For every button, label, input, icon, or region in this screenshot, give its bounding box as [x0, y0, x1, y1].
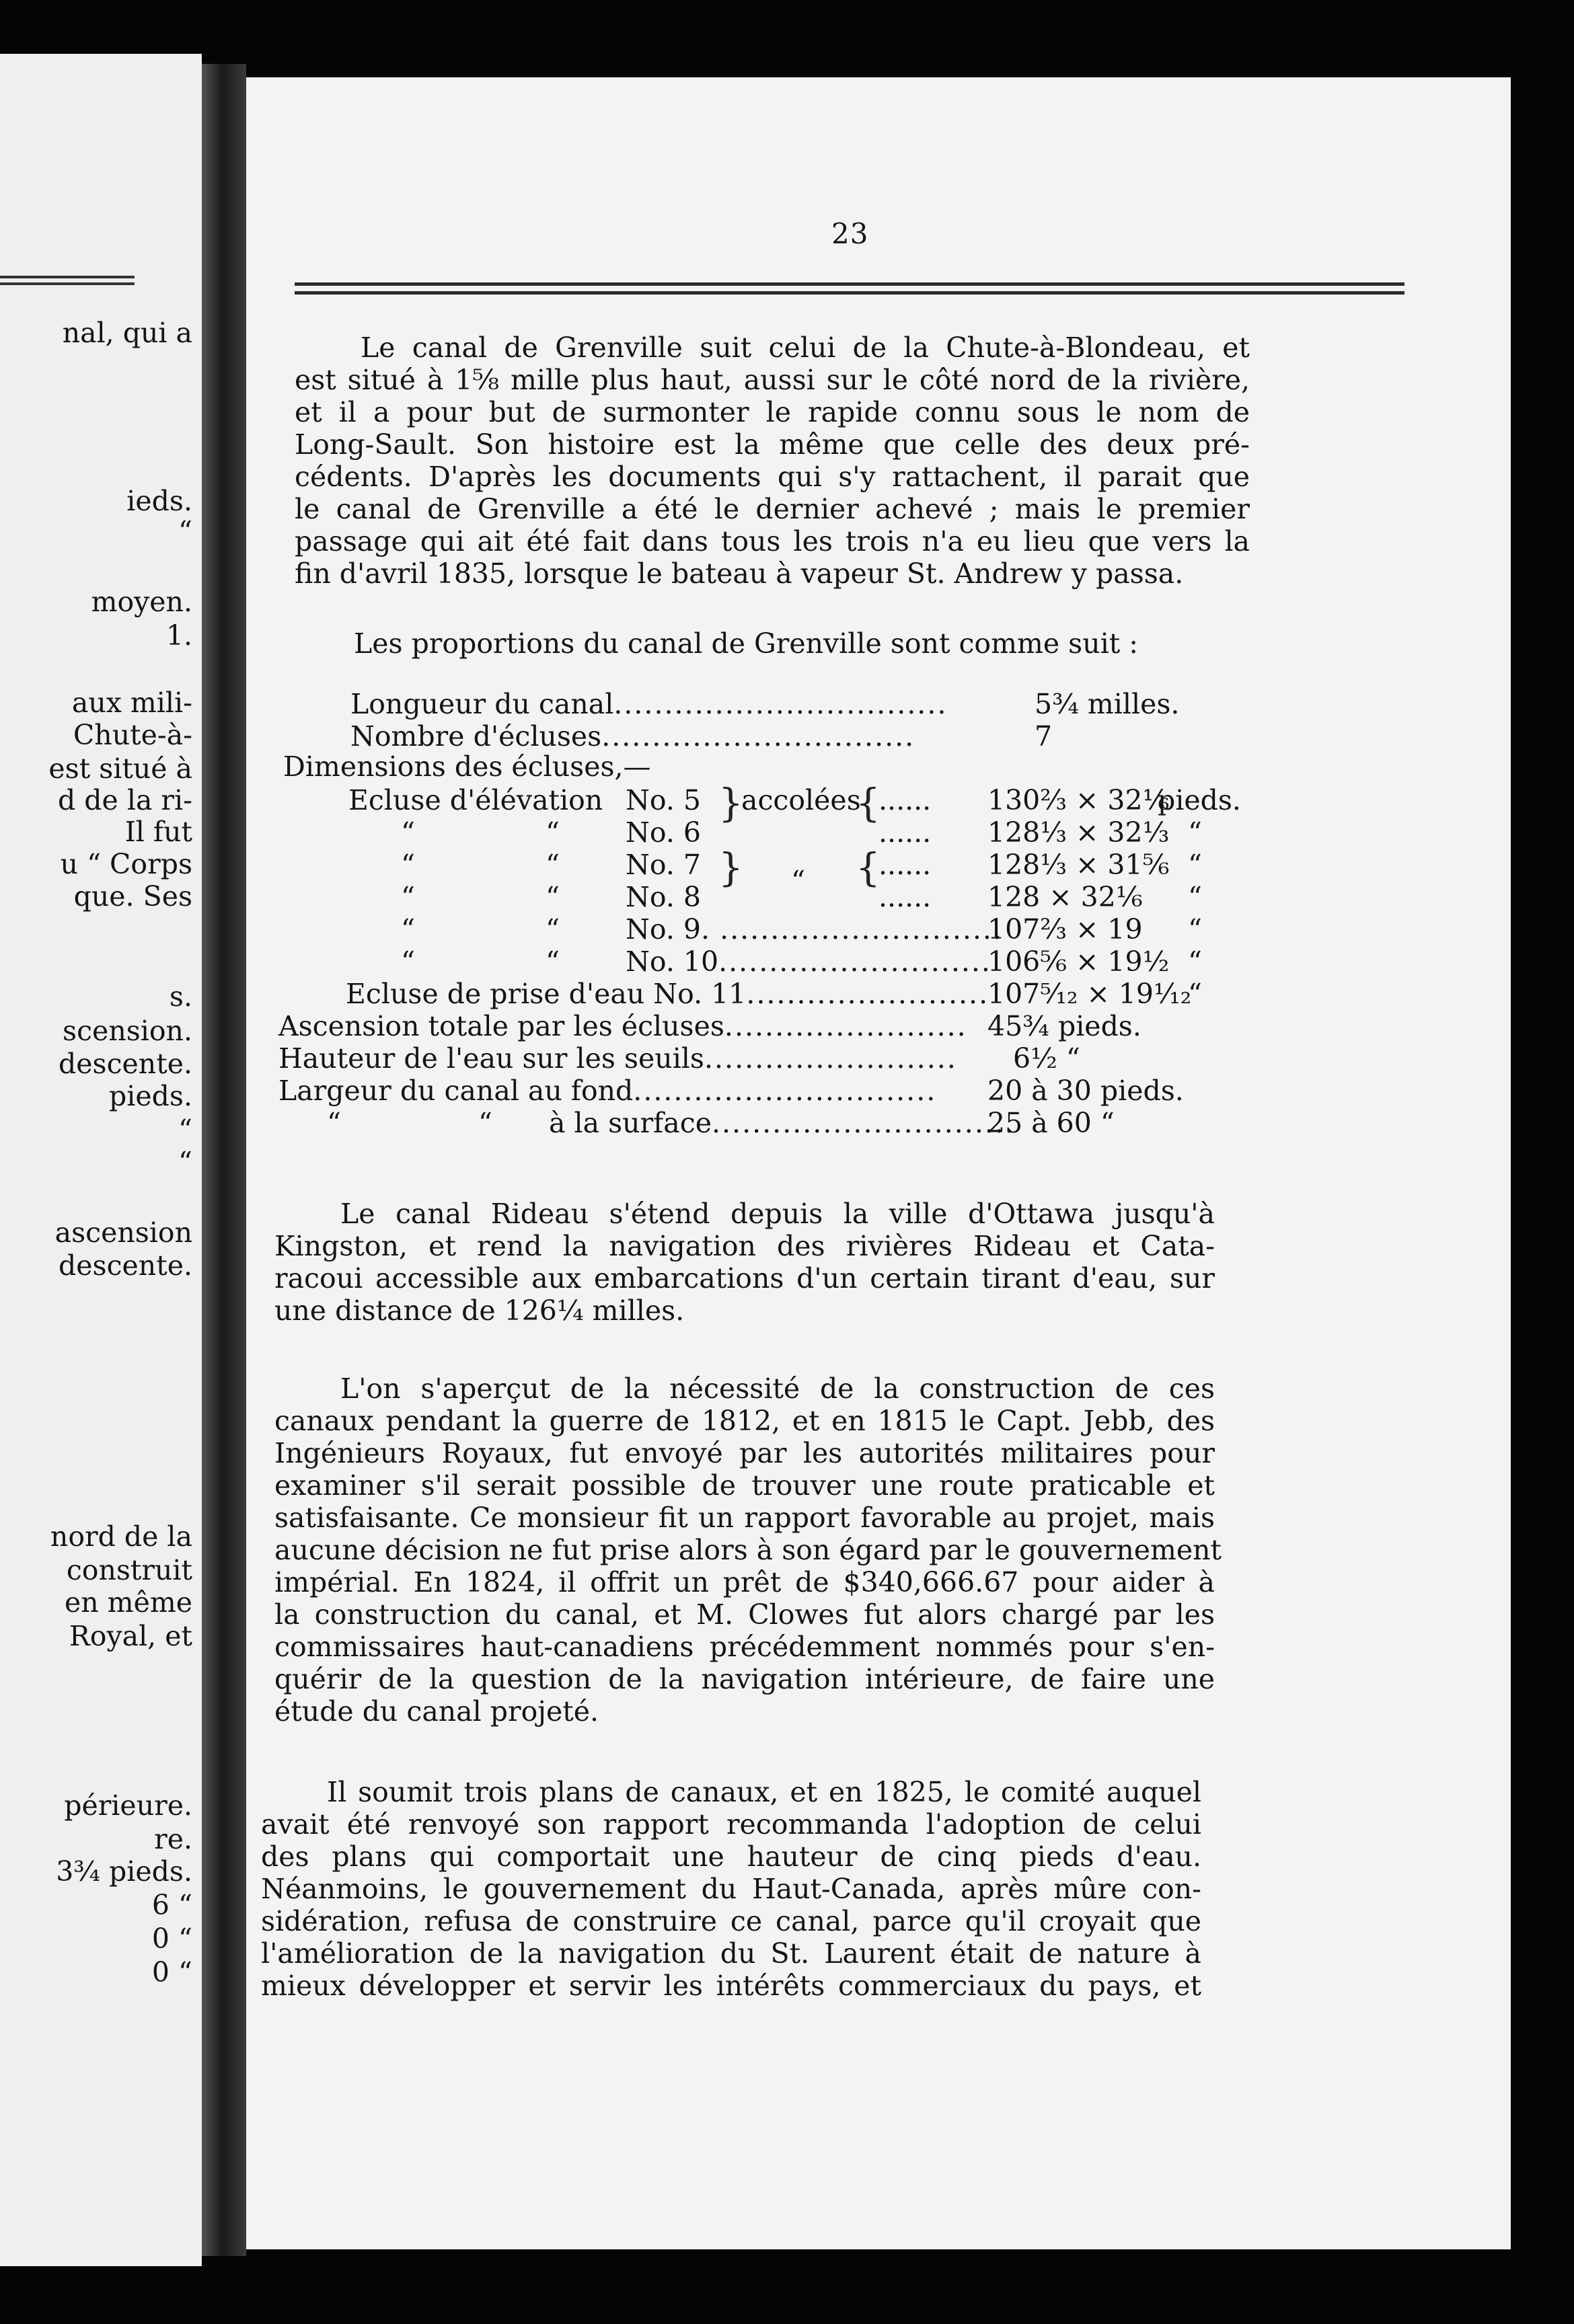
text-line: examiner s'il serait possible de trouver une route praticable et [274, 1469, 1215, 1502]
lock-dots: ...... [878, 784, 932, 816]
lock-number: No. 8 [626, 881, 701, 913]
lock-number: No. 5 [626, 784, 701, 816]
text-line: Le canal de Grenville suit celui de la Chute-à-Blondeau, et [361, 332, 1250, 364]
lock-dots: ...... [878, 881, 932, 913]
left-line: moyen. [91, 586, 192, 618]
left-line: d de la ri- [58, 784, 192, 816]
lock-dims: 128 × 32⅙ [987, 881, 1143, 913]
text-line: fin d'avril 1835, lorsque le bateau à vapeur St. Andrew y passa. [295, 557, 1184, 590]
left-line: en même [65, 1586, 192, 1619]
left-line: construit [66, 1554, 192, 1586]
table-row-label: Hauteur de l'eau sur les seuils......................... [278, 1042, 957, 1075]
text-line: une distance de 126¼ milles. [274, 1294, 685, 1327]
lock-dims: 128⅓ × 31⅚ [987, 849, 1170, 881]
dimensions-heading: Dimensions des écluses,— [283, 750, 651, 783]
text-line: le canal de Grenville a été le dernier achevé ; mais le premier [295, 493, 1250, 525]
text-line: est situé à 1⅝ mille plus haut, aussi sur le côté nord de la rivière, [295, 364, 1250, 396]
ditto-mark: “ [546, 816, 560, 849]
left-line: scension. [63, 1015, 192, 1047]
text-line: cédents. D'après les documents qui s'y rattachent, il parait que [295, 461, 1250, 493]
page-number: 23 [831, 217, 869, 250]
ditto-mark: “ [401, 881, 415, 913]
lock-dots: ...... [878, 849, 932, 881]
left-header-rule [0, 282, 135, 285]
lock-number: No. 10........................... [626, 945, 991, 978]
ditto-mark: “ [546, 913, 560, 945]
text-line: Le canal Rideau s'étend depuis la ville d'Ottawa jusqu'à [340, 1198, 1215, 1230]
text-line: l'amélioration de la navigation du St. Laurent était de nature à [261, 1937, 1201, 1970]
left-line: 0 “ [151, 1956, 192, 1988]
book-gutter [202, 64, 246, 2256]
table-row-label: Ascension totale par les écluses........................ [278, 1010, 967, 1042]
ditto-mark: “ [546, 881, 560, 913]
table-row-value: 45¾ pieds. [987, 1010, 1141, 1042]
text-line: la construction du canal, et M. Clowes fut alors chargé par les [274, 1598, 1215, 1631]
lock-label: Ecluse d'élévation [348, 784, 603, 816]
table-row-label: à la surface.............................. [549, 1107, 1015, 1139]
ditto-mark: “ [791, 865, 805, 897]
text-line: Néanmoins, le gouvernement du Haut-Canada, après mûre con- [261, 1873, 1201, 1905]
header-rule [295, 282, 1404, 286]
lock-accolees: accolées [741, 784, 861, 816]
text-line: passage qui ait été fait dans tous les trois n'a eu lieu que vers la [295, 525, 1250, 557]
lock-dims: 107⅔ × 19 [987, 913, 1143, 945]
left-line: aux mili- [71, 687, 192, 719]
left-line: 6 “ [151, 1889, 192, 1921]
lock-dims: 106⅚ × 19½ [987, 945, 1170, 978]
text-line: des plans qui comportait une hauteur de cinq pieds d'eau. [261, 1841, 1201, 1873]
text-line: impérial. En 1824, il offrit un prêt de $340,666.67 pour aider à [274, 1566, 1215, 1598]
lock-number: No. 6 [626, 816, 701, 849]
left-line: u “ Corps [60, 848, 192, 880]
left-line: “ [178, 1114, 192, 1146]
left-line: 0 “ [151, 1923, 192, 1955]
left-line: descente. [59, 1249, 192, 1282]
table-row-value: 25 à 60 “ [987, 1107, 1115, 1139]
text-line: sidération, refusa de construire ce canal, parce qu'il croyait que [261, 1905, 1201, 1937]
text-line: Il soumit trois plans de canaux, et en 1825, le comité auquel [327, 1776, 1201, 1808]
text-line: étude du canal projeté. [274, 1695, 599, 1728]
left-line: 1. [165, 619, 192, 652]
lock-unit: pieds. [1158, 784, 1241, 816]
text-line: L'on s'aperçut de la nécessité de la construction de ces [340, 1372, 1215, 1405]
text-line: satisfaisante. Ce monsieur fit un rapport favorable au projet, mais [274, 1502, 1215, 1534]
left-line: nord de la [50, 1520, 192, 1553]
header-rule [295, 291, 1404, 295]
lock-unit: “ [1188, 913, 1202, 945]
text-line: canaux pendant la guerre de 1812, et en 1815 le Capt. Jebb, des [274, 1405, 1215, 1437]
table-intro: Les proportions du canal de Grenville sont comme suit : [354, 627, 1139, 660]
intake-lock-unit: “ [1188, 978, 1202, 1010]
left-line: “ [178, 1146, 192, 1178]
ditto-mark: “ [401, 816, 415, 849]
lock-dims: 128⅓ × 32⅓ [987, 816, 1170, 849]
lock-number: No. 7 [626, 849, 701, 881]
left-line: ascension [54, 1216, 192, 1249]
left-page [0, 54, 202, 2266]
text-line: quérir de la question de la navigation intérieure, de faire une [274, 1663, 1215, 1695]
ditto-mark: “ [546, 945, 560, 978]
brace-left: { [856, 845, 880, 890]
intake-lock-dims: 107⁵⁄₁₂ × 19¹⁄₁₂ [987, 978, 1192, 1010]
lock-unit: “ [1188, 881, 1202, 913]
ditto-mark: “ [546, 849, 560, 881]
left-line: ieds. [126, 485, 192, 517]
table-row-value: 7 [1035, 720, 1053, 752]
table-row-value: 5¾ milles. [1035, 688, 1180, 720]
left-line: descente. [59, 1048, 192, 1080]
lock-unit: “ [1188, 816, 1202, 849]
left-line: Chute-à- [73, 719, 192, 751]
ditto-mark: “ [478, 1107, 492, 1139]
text-line: et il a pour but de surmonter le rapide connu sous le nom de [295, 396, 1250, 428]
lock-dots: ...... [878, 816, 932, 849]
brace-left: { [856, 780, 880, 826]
text-line: Ingénieurs Royaux, fut envoyé par les autorités militaires pour [274, 1437, 1215, 1469]
ditto-mark: “ [401, 849, 415, 881]
brace-right: } [718, 845, 743, 890]
lock-number: No. 9. ............................ [626, 913, 1003, 945]
table-row-value: 6½ “ [1013, 1042, 1080, 1075]
left-line: Il fut [124, 816, 192, 848]
left-line: re. [154, 1823, 192, 1855]
ditto-mark: “ [401, 913, 415, 945]
left-header-rule [0, 276, 135, 278]
table-row-label: Longueur du canal................................. [350, 688, 948, 720]
left-line: que. Ses [73, 880, 192, 913]
left-line: est situé à [48, 752, 192, 785]
text-line: aucune décision ne fut prise alors à son égard par le gouvernement [274, 1534, 1222, 1566]
text-line: mieux développer et servir les intérêts commerciaux du pays, et [261, 1970, 1201, 2002]
text-line: Long-Sault. Son histoire est la même que celle des deux pré- [295, 428, 1250, 461]
left-line: nal, qui a [62, 317, 192, 349]
ditto-mark: “ [401, 945, 415, 978]
left-line: périeure. [64, 1789, 192, 1822]
text-line: avait été renvoyé son rapport recommanda l'adoption de celui [261, 1808, 1201, 1841]
left-line: 3¾ pieds. [56, 1855, 192, 1888]
left-line: pieds. [109, 1080, 192, 1112]
table-row-value: 20 à 30 pieds. [987, 1075, 1184, 1107]
text-line: Kingston, et rend la navigation des rivières Rideau et Cata- [274, 1230, 1215, 1262]
intake-lock-label: Ecluse de prise d'eau No. 11........................ [346, 978, 989, 1010]
text-line: racoui accessible aux embarcations d'un certain tirant d'eau, sur [274, 1262, 1215, 1294]
lock-dims: 130⅔ × 32⅙ [987, 784, 1170, 816]
right-page [246, 77, 1511, 2249]
text-line: commissaires haut-canadiens précédemment nommés pour s'en- [274, 1631, 1215, 1663]
left-line: Royal, et [69, 1620, 192, 1652]
brace-right: } [718, 780, 743, 826]
ditto-mark: “ [327, 1107, 341, 1139]
left-line: s. [169, 980, 192, 1013]
table-row-label: Nombre d'écluses............................... [350, 720, 915, 752]
table-row-label: Largeur du canal au fond.............................. [278, 1075, 937, 1107]
lock-unit: “ [1188, 849, 1202, 881]
left-line: “ [178, 515, 192, 547]
lock-unit: “ [1188, 945, 1202, 978]
